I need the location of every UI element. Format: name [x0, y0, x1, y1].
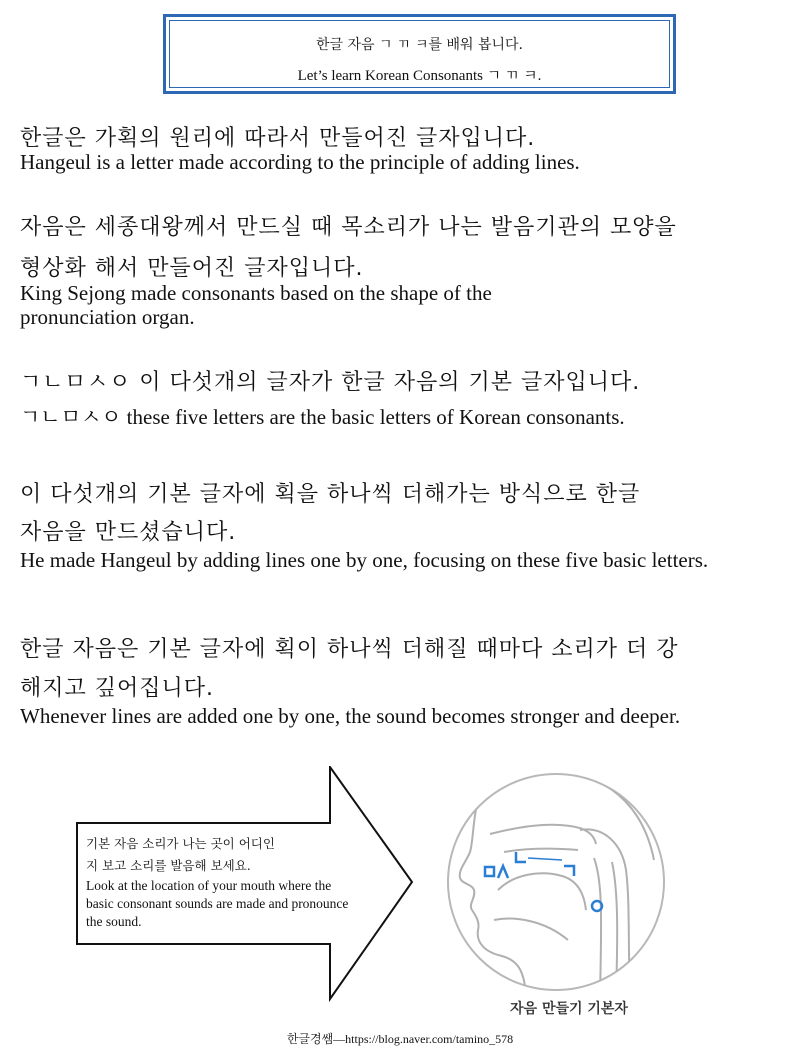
- paragraph-4-korean-line-1: 이 다섯개의 기본 글자에 획을 하나씩 더해가는 방식으로 한글: [20, 482, 641, 507]
- paragraph-2-english: King Sejong made consonants based on the shape of the pronunciation organ.: [20, 281, 492, 329]
- callout-english: Look at the location of your mouth where the basic consonant sounds are made and pronounce the sound.: [86, 878, 349, 929]
- title-english: Let’s learn Korean Consonants ㄱ ㄲ ㅋ.: [297, 68, 542, 84]
- title-box: [163, 14, 676, 94]
- paragraph-3-english: ㄱㄴㅁㅅㅇ these five letters are the basic letters of Korean consonants.: [20, 405, 625, 429]
- paragraph-3-korean-line-1: ㄱㄴㅁㅅㅇ 이 다섯개의 글자가 한글 자음의 기본 글자입니다.: [20, 370, 641, 395]
- paragraph-4-english: He made Hangeul by adding lines one by one, focusing on these five basic letters.: [20, 548, 709, 572]
- paragraph-5-korean-line-2: 해지고 깊어집니다.: [20, 676, 215, 701]
- callout-korean-line-2: 지 보고 소리를 발음해 보세요.: [86, 858, 251, 873]
- paragraph-1-korean-line-1: 한글은 가획의 원리에 따라서 만들어진 글자입니다.: [20, 126, 536, 151]
- diagram-caption: 자음 만들기 기본자: [510, 1001, 628, 1017]
- footer-credit: 한글경쌤—https://blog.naver.com/tamino_578: [286, 1032, 514, 1046]
- paragraph-2-korean-line-1: 자음은 세종대왕께서 만드실 때 목소리가 나는 발음기관의 모양을: [20, 215, 677, 240]
- paragraph-1-english: Hangeul is a letter made according to the principle of adding lines.: [20, 150, 580, 174]
- paragraph-2-korean-line-2: 형상화 해서 만들어진 글자입니다.: [20, 256, 364, 281]
- diagram-circle-outline: [448, 774, 664, 990]
- mouth-diagram: [444, 770, 674, 995]
- title-korean: 한글 자음 ㄱ ㄲ ㅋ를 배워 봅니다.: [316, 37, 523, 53]
- paragraph-4-korean-line-2: 자음을 만드셨습니다.: [20, 520, 237, 545]
- arrow-callout-text: [86, 833, 356, 931]
- callout-korean-line-1: 기본 자음 소리가 나는 곳이 어디인: [86, 836, 275, 851]
- paragraph-5-english: Whenever lines are added one by one, the sound becomes stronger and deeper.: [20, 704, 681, 728]
- paragraph-5-korean-line-1: 한글 자음은 기본 글자에 획이 하나씩 더해질 때마다 소리가 더 강: [20, 637, 679, 662]
